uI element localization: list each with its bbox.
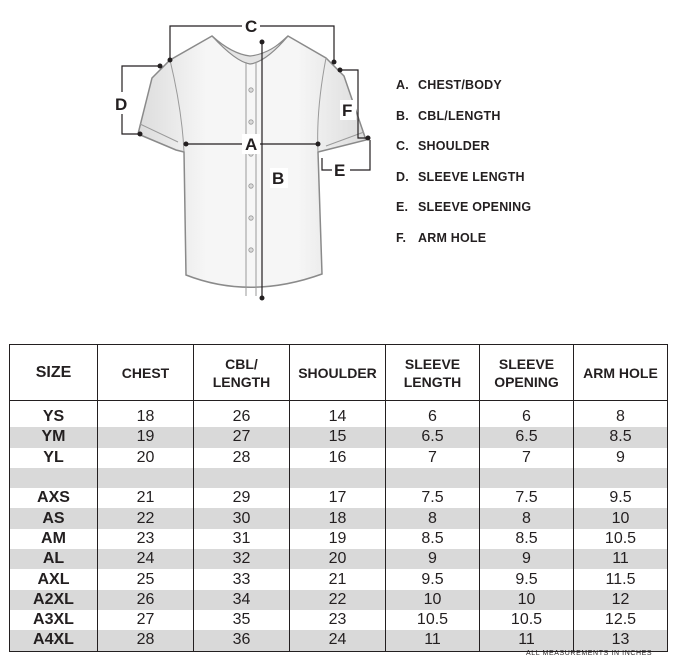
measurement-cell: 26 <box>194 407 290 427</box>
size-cell: A2XL <box>10 590 98 610</box>
measurement-cell: 26 <box>98 590 194 610</box>
size-cell: YS <box>10 407 98 427</box>
measurement-cell: 21 <box>98 488 194 508</box>
header-size: SIZE <box>10 345 98 401</box>
measurement-cell: 22 <box>290 590 386 610</box>
measurement-cell: 7 <box>480 448 574 468</box>
table-row <box>10 630 668 651</box>
measurement-cell: 24 <box>290 630 386 651</box>
measurement-cell: 6.5 <box>386 427 480 447</box>
measurement-cell: 10.5 <box>386 610 480 630</box>
measurement-cell: 27 <box>194 427 290 447</box>
measurement-cell: 7.5 <box>480 488 574 508</box>
measurement-cell: 30 <box>194 508 290 528</box>
size-cell: AS <box>10 508 98 528</box>
measurement-cell: 25 <box>98 569 194 589</box>
measurement-cell: 6.5 <box>480 427 574 447</box>
measurement-cell: 14 <box>290 407 386 427</box>
table-row <box>10 529 668 549</box>
header-arm-hole: ARM HOLE <box>574 345 668 401</box>
measurement-cell: 16 <box>290 448 386 468</box>
measurement-cell: 13 <box>574 630 668 651</box>
measurement-cell: 8 <box>574 407 668 427</box>
size-cell: A4XL <box>10 630 98 651</box>
measurement-cell: 11 <box>574 549 668 569</box>
measurement-cell: 8.5 <box>386 529 480 549</box>
legend-item-sleeve-length: D. SLEEVE LENGTH <box>396 169 525 184</box>
header-sleeve-length: SLEEVE LENGTH <box>386 345 480 401</box>
measurement-cell: 10 <box>386 590 480 610</box>
measurement-footnote: ALL MEASUREMENTS IN INCHES <box>526 650 653 657</box>
legend-item-shoulder: C. SHOULDER <box>396 139 490 153</box>
table-body <box>10 401 668 652</box>
size-cell: AXS <box>10 488 98 508</box>
measurement-cell: 18 <box>98 407 194 427</box>
measurement-cell: 8.5 <box>480 529 574 549</box>
measurement-cell: 8.5 <box>574 427 668 447</box>
measurement-cell: 36 <box>194 630 290 651</box>
table-row <box>10 610 668 630</box>
table-row <box>10 508 668 528</box>
measurement-cell: 11 <box>480 630 574 651</box>
measurement-cell: 6 <box>386 407 480 427</box>
measurement-cell: 20 <box>98 448 194 468</box>
measurement-cell: 35 <box>194 610 290 630</box>
measurement-cell: 19 <box>290 529 386 549</box>
legend-item-length: B. CBL/LENGTH <box>396 108 501 123</box>
measurement-cell: 29 <box>194 488 290 508</box>
measurement-cell: 9 <box>480 549 574 569</box>
measurement-cell: 27 <box>98 610 194 630</box>
size-cell: AXL <box>10 569 98 589</box>
measurement-cell: 18 <box>290 508 386 528</box>
table-row <box>10 407 668 427</box>
measurement-cell: 33 <box>194 569 290 589</box>
header-chest: CHEST <box>98 345 194 401</box>
measurement-cell: 9.5 <box>386 569 480 589</box>
measurement-cell: 34 <box>194 590 290 610</box>
measurement-cell: 9 <box>574 448 668 468</box>
measurement-legend <box>396 78 656 261</box>
measurement-cell: 10.5 <box>480 610 574 630</box>
dimension-letter-d: D <box>115 95 128 114</box>
size-cell: AM <box>10 529 98 549</box>
table-row <box>10 427 668 447</box>
table-group-separator <box>10 468 668 488</box>
jersey-diagram <box>0 0 676 320</box>
size-cell: AL <box>10 549 98 569</box>
size-chart-table <box>9 344 668 652</box>
measurement-cell: 28 <box>194 448 290 468</box>
measurement-cell: 11.5 <box>574 569 668 589</box>
measurement-cell: 7 <box>386 448 480 468</box>
measurement-cell: 24 <box>98 549 194 569</box>
measurement-cell: 23 <box>290 610 386 630</box>
measurement-cell: 19 <box>98 427 194 447</box>
legend-item-sleeve-opening: E. SLEEVE OPENING <box>396 200 532 214</box>
measurement-cell: 20 <box>290 549 386 569</box>
measurement-cell: 17 <box>290 488 386 508</box>
dimension-letter-a: A <box>245 135 258 154</box>
measurement-cell: 9.5 <box>480 569 574 589</box>
table-row <box>10 549 668 569</box>
measurement-cell: 21 <box>290 569 386 589</box>
measurement-cell: 9.5 <box>574 488 668 508</box>
legend-item-chest: A. CHEST/BODY <box>396 78 502 92</box>
table-row <box>10 590 668 610</box>
measurement-cell: 7.5 <box>386 488 480 508</box>
header-shoulder: SHOULDER <box>290 345 386 401</box>
measurement-cell: 23 <box>98 529 194 549</box>
dimension-letter-b: B <box>272 169 285 188</box>
measurement-cell: 32 <box>194 549 290 569</box>
measurement-cell: 22 <box>98 508 194 528</box>
dimension-letter-c: C <box>245 17 258 36</box>
legend-item-arm-hole: F. ARM HOLE <box>396 230 487 245</box>
table-row <box>10 448 668 468</box>
dimension-letter-e: E <box>334 161 346 180</box>
measurement-cell: 6 <box>480 407 574 427</box>
measurement-cell: 10 <box>480 590 574 610</box>
measurement-cell: 10 <box>574 508 668 528</box>
table-row <box>10 569 668 589</box>
size-cell: A3XL <box>10 610 98 630</box>
measurement-cell: 9 <box>386 549 480 569</box>
measurement-cell: 8 <box>386 508 480 528</box>
measurement-cell: 11 <box>386 630 480 651</box>
measurement-cell: 28 <box>98 630 194 651</box>
measurement-cell: 8 <box>480 508 574 528</box>
measurement-cell: 31 <box>194 529 290 549</box>
size-cell: YM <box>10 427 98 447</box>
measurement-cell: 12.5 <box>574 610 668 630</box>
size-cell: YL <box>10 448 98 468</box>
measurement-cell: 15 <box>290 427 386 447</box>
header-sleeve-opening: SLEEVE OPENING <box>480 345 574 401</box>
header-cbl-length: CBL/ LENGTH <box>194 345 290 401</box>
measurement-cell: 12 <box>574 590 668 610</box>
table-header-row <box>10 345 668 401</box>
dimension-letter-f: F <box>342 101 353 120</box>
table-row <box>10 488 668 508</box>
measurement-cell: 10.5 <box>574 529 668 549</box>
